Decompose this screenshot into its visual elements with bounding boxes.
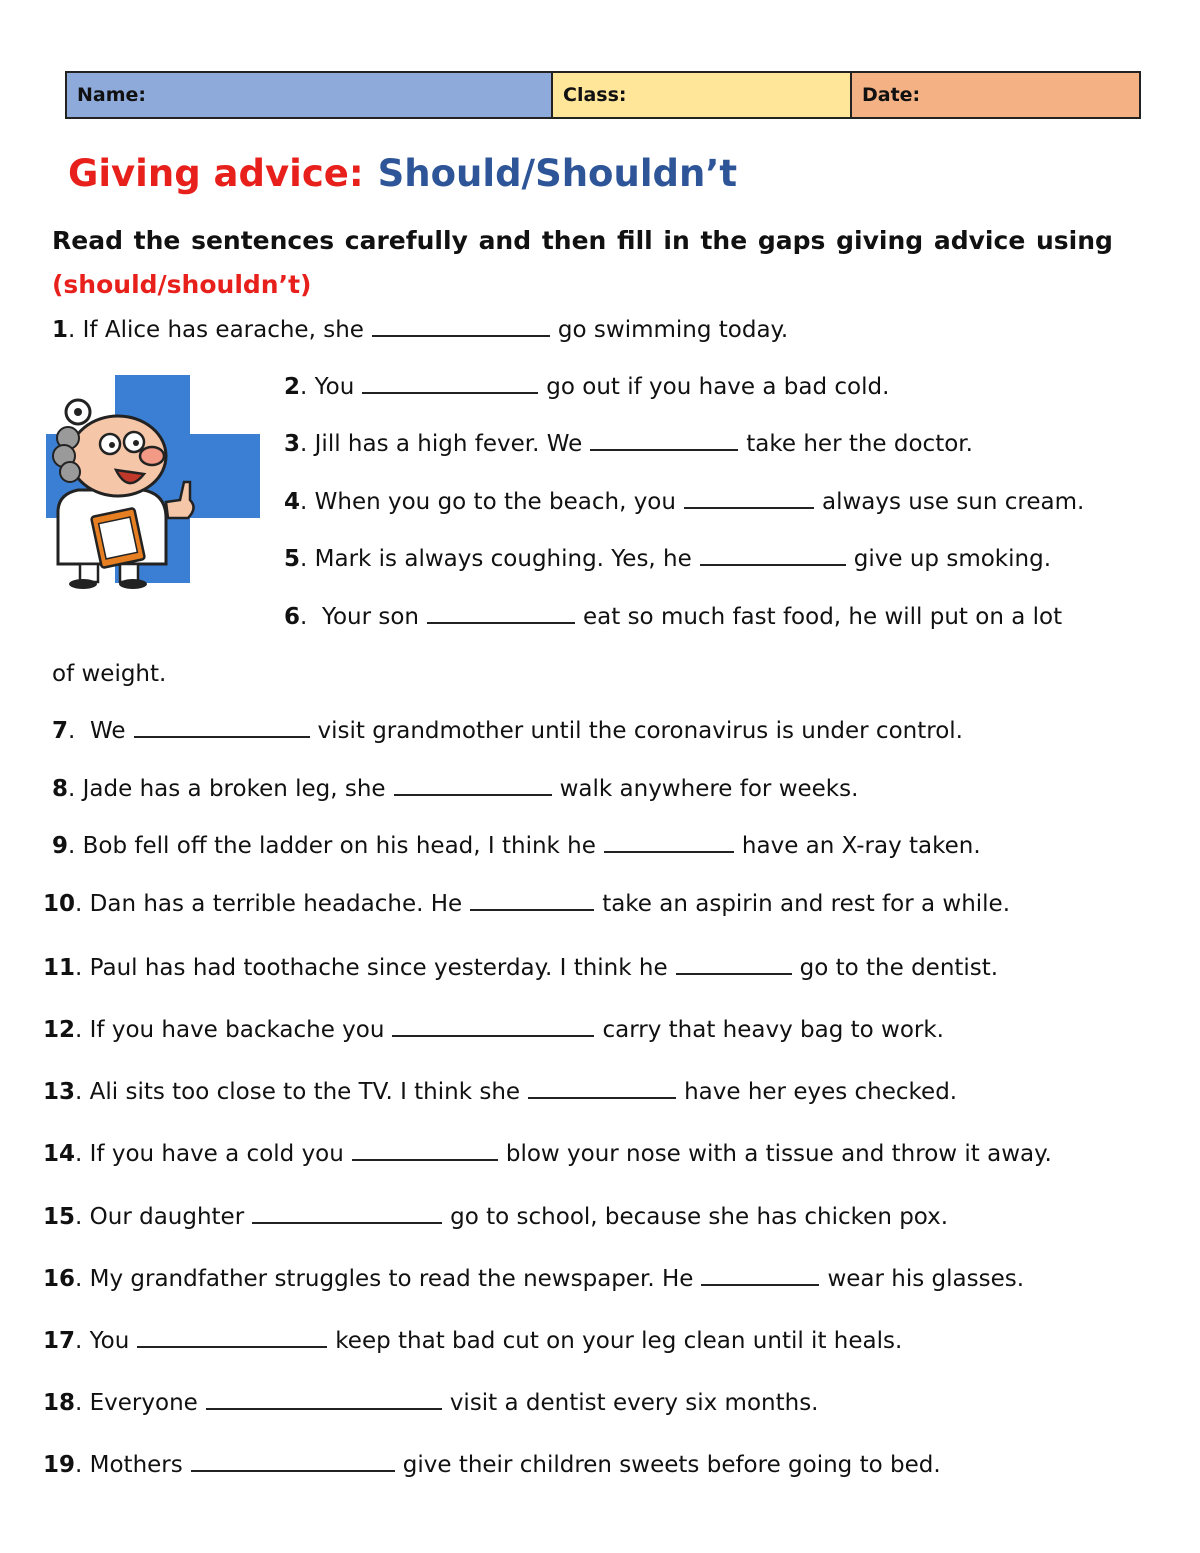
sentence-text-after: have her eyes checked. <box>684 1079 958 1105</box>
sentence-6-continuation <box>52 659 166 689</box>
date-field[interactable] <box>852 73 1139 117</box>
instructions-text: Read the sentences carefully and then fill in the gaps giving advice using <box>52 226 1113 255</box>
sentence-11: 11. Paul has had toothache since yesterday. I think he go to the dentist. <box>43 955 999 981</box>
class-label: Class: <box>563 84 627 106</box>
sentence-text-before: You <box>89 1328 130 1354</box>
answer-blank-2[interactable] <box>362 372 538 394</box>
sentence-text-before: Dan has a terrible headache. He <box>89 891 463 917</box>
sentence-text-after: always use sun cream. <box>821 489 1085 515</box>
instructions <box>52 219 1152 307</box>
sentence-12: 12. If you have backache you carry that heavy bag to work. <box>43 1017 944 1043</box>
sentence-text-after: keep that bad cut on your leg clean until it heals. <box>335 1328 903 1354</box>
sentence-number: 14 <box>43 1141 76 1167</box>
name-label: Name: <box>77 84 147 106</box>
sentence-number: 8 <box>52 776 69 802</box>
sentence-text-after: take her the doctor. <box>746 431 973 457</box>
sentence-text-before: If you have a cold you <box>89 1141 344 1167</box>
sentence-text-after: go out if you have a bad cold. <box>546 374 890 400</box>
sentence-text-after: give up smoking. <box>853 546 1052 572</box>
sentence-text-after: go swimming today. <box>557 317 789 343</box>
sentence-2: 2. You go out if you have a bad cold. <box>284 374 890 400</box>
sentence-16: 16. My grandfather struggles to read the newspaper. He wear his glasses. <box>43 1266 1025 1292</box>
sentence-text-before: Mothers <box>89 1452 183 1478</box>
answer-blank-10[interactable] <box>470 889 594 911</box>
sentence-15: 15. Our daughter go to school, because she has chicken pox. <box>43 1204 949 1230</box>
sentence-text-before: If you have backache you <box>89 1017 385 1043</box>
answer-blank-7[interactable] <box>134 716 310 738</box>
sentence-number: 4 <box>284 489 301 515</box>
sentence-text-after: blow your nose with a tissue and throw it away. <box>505 1141 1052 1167</box>
sentence-number: 19 <box>43 1452 76 1478</box>
sentence-text-after: go to school, because she has chicken pox. <box>450 1204 949 1230</box>
title-part1: Giving advice: <box>68 152 364 195</box>
sentence-17: 17. You keep that bad cut on your leg clean until it heals. <box>43 1328 903 1354</box>
sentence-text-before: Our daughter <box>89 1204 245 1230</box>
sentence-text-before: When you go to the beach, you <box>314 489 676 515</box>
sentence-text-before: Ali sits too close to the TV. I think she <box>89 1079 521 1105</box>
sentence-number: 11 <box>43 955 76 981</box>
sentence-10: 10. Dan has a terrible headache. He take an aspirin and rest for a while. <box>43 891 1011 917</box>
header-table <box>65 71 1141 119</box>
sentence-number: 15 <box>43 1204 76 1230</box>
sentence-number: 12 <box>43 1017 76 1043</box>
sentence-1: 1. If Alice has earache, she go swimming today. <box>52 317 789 343</box>
sentence-text-before: Bob fell off the ladder on his head, I think he <box>82 833 596 859</box>
sentence-14: 14. If you have a cold you blow your nose with a tissue and throw it away. <box>43 1141 1052 1167</box>
sentence-text-after: visit a dentist every six months. <box>449 1390 819 1416</box>
sentence-19: 19. Mothers give their children sweets before going to bed. <box>43 1452 941 1478</box>
answer-blank-17[interactable] <box>137 1326 327 1348</box>
sentence-text-before: Paul has had toothache since yesterday. I think he <box>89 955 668 981</box>
sentence-text-before: My grandfather struggles to read the newspaper. He <box>89 1266 694 1292</box>
sentence-number: 10 <box>43 891 76 917</box>
sentence-text-after: have an X-ray taken. <box>741 833 981 859</box>
answer-blank-6[interactable] <box>427 602 575 624</box>
sentence-text-after: take an aspirin and rest for a while. <box>602 891 1011 917</box>
sentence-number: 3 <box>284 431 301 457</box>
sentence-number: 18 <box>43 1390 76 1416</box>
sentence-6: 6. Your son eat so much fast food, he will put on a lot <box>284 604 1063 630</box>
sentence-text-after: give their children sweets before going to bed. <box>402 1452 941 1478</box>
sentence-18: 18. Everyone visit a dentist every six months. <box>43 1390 819 1416</box>
sentence-number: 6 <box>284 604 301 630</box>
sentence-text-after: go to the dentist. <box>799 955 999 981</box>
sentence-number: 7 <box>52 718 69 744</box>
sentence-text-after: eat so much fast food, he will put on a lot <box>583 604 1063 630</box>
answer-blank-1[interactable] <box>372 315 550 337</box>
answer-blank-8[interactable] <box>394 774 552 796</box>
sentence-text-continuation: of weight. <box>52 661 167 687</box>
worksheet-title <box>68 152 737 195</box>
answer-blank-3[interactable] <box>590 429 738 451</box>
sentence-number: 16 <box>43 1266 76 1292</box>
sentence-number: 1 <box>52 317 69 343</box>
answer-blank-11[interactable] <box>676 953 792 975</box>
sentence-7: 7. We visit grandmother until the coronavirus is under control. <box>52 718 963 744</box>
sentence-4: 4. When you go to the beach, you always use sun cream. <box>284 489 1085 515</box>
instructions-highlight: (should/shouldn’t) <box>52 270 312 299</box>
title-part2: Should/Shouldn’t <box>377 152 738 195</box>
sentence-text-before: Mark is always coughing. Yes, he <box>314 546 692 572</box>
sentence-text-before: Everyone <box>89 1390 198 1416</box>
sentence-text-after: wear his glasses. <box>827 1266 1025 1292</box>
class-field[interactable] <box>553 73 852 117</box>
sentence-text-before: You <box>314 374 355 400</box>
answer-blank-9[interactable] <box>604 831 734 853</box>
answer-blank-13[interactable] <box>528 1077 676 1099</box>
sentence-5: 5. Mark is always coughing. Yes, he give up smoking. <box>284 546 1052 572</box>
answer-blank-18[interactable] <box>206 1388 442 1410</box>
sentence-8: 8. Jade has a broken leg, she walk anywhere for weeks. <box>52 776 859 802</box>
sentence-text-before: We <box>89 718 126 744</box>
sentence-number: 17 <box>43 1328 76 1354</box>
answer-blank-12[interactable] <box>392 1015 594 1037</box>
sentence-text-before: Jade has a broken leg, she <box>82 776 386 802</box>
sentence-13: 13. Ali sits too close to the TV. I think she have her eyes checked. <box>43 1079 958 1105</box>
answer-blank-5[interactable] <box>700 544 846 566</box>
sentence-text-before: If Alice has earache, she <box>82 317 364 343</box>
sentence-number: 13 <box>43 1079 76 1105</box>
answer-blank-4[interactable] <box>684 487 814 509</box>
sentence-9: 9. Bob fell off the ladder on his head, I think he have an X-ray taken. <box>52 833 981 859</box>
sentence-text-before: Jill has a high fever. We <box>314 431 583 457</box>
sentence-3: 3. Jill has a high fever. We take her the doctor. <box>284 431 973 457</box>
doctor-with-medical-cross-icon <box>28 372 260 592</box>
sentence-number: 2 <box>284 374 301 400</box>
answer-blank-16[interactable] <box>701 1264 819 1286</box>
date-label: Date: <box>862 84 921 106</box>
sentence-text-after: carry that heavy bag to work. <box>602 1017 944 1043</box>
sentence-number: 5 <box>284 546 301 572</box>
sentence-text-after: visit grandmother until the coronavirus is under control. <box>317 718 963 744</box>
answer-blank-19[interactable] <box>191 1450 395 1472</box>
answer-blank-15[interactable] <box>252 1202 442 1224</box>
sentence-number: 9 <box>52 833 69 859</box>
sentence-text-before: Your son <box>321 604 419 630</box>
answer-blank-14[interactable] <box>352 1139 498 1161</box>
name-field[interactable] <box>67 73 553 117</box>
sentence-text-after: walk anywhere for weeks. <box>559 776 859 802</box>
